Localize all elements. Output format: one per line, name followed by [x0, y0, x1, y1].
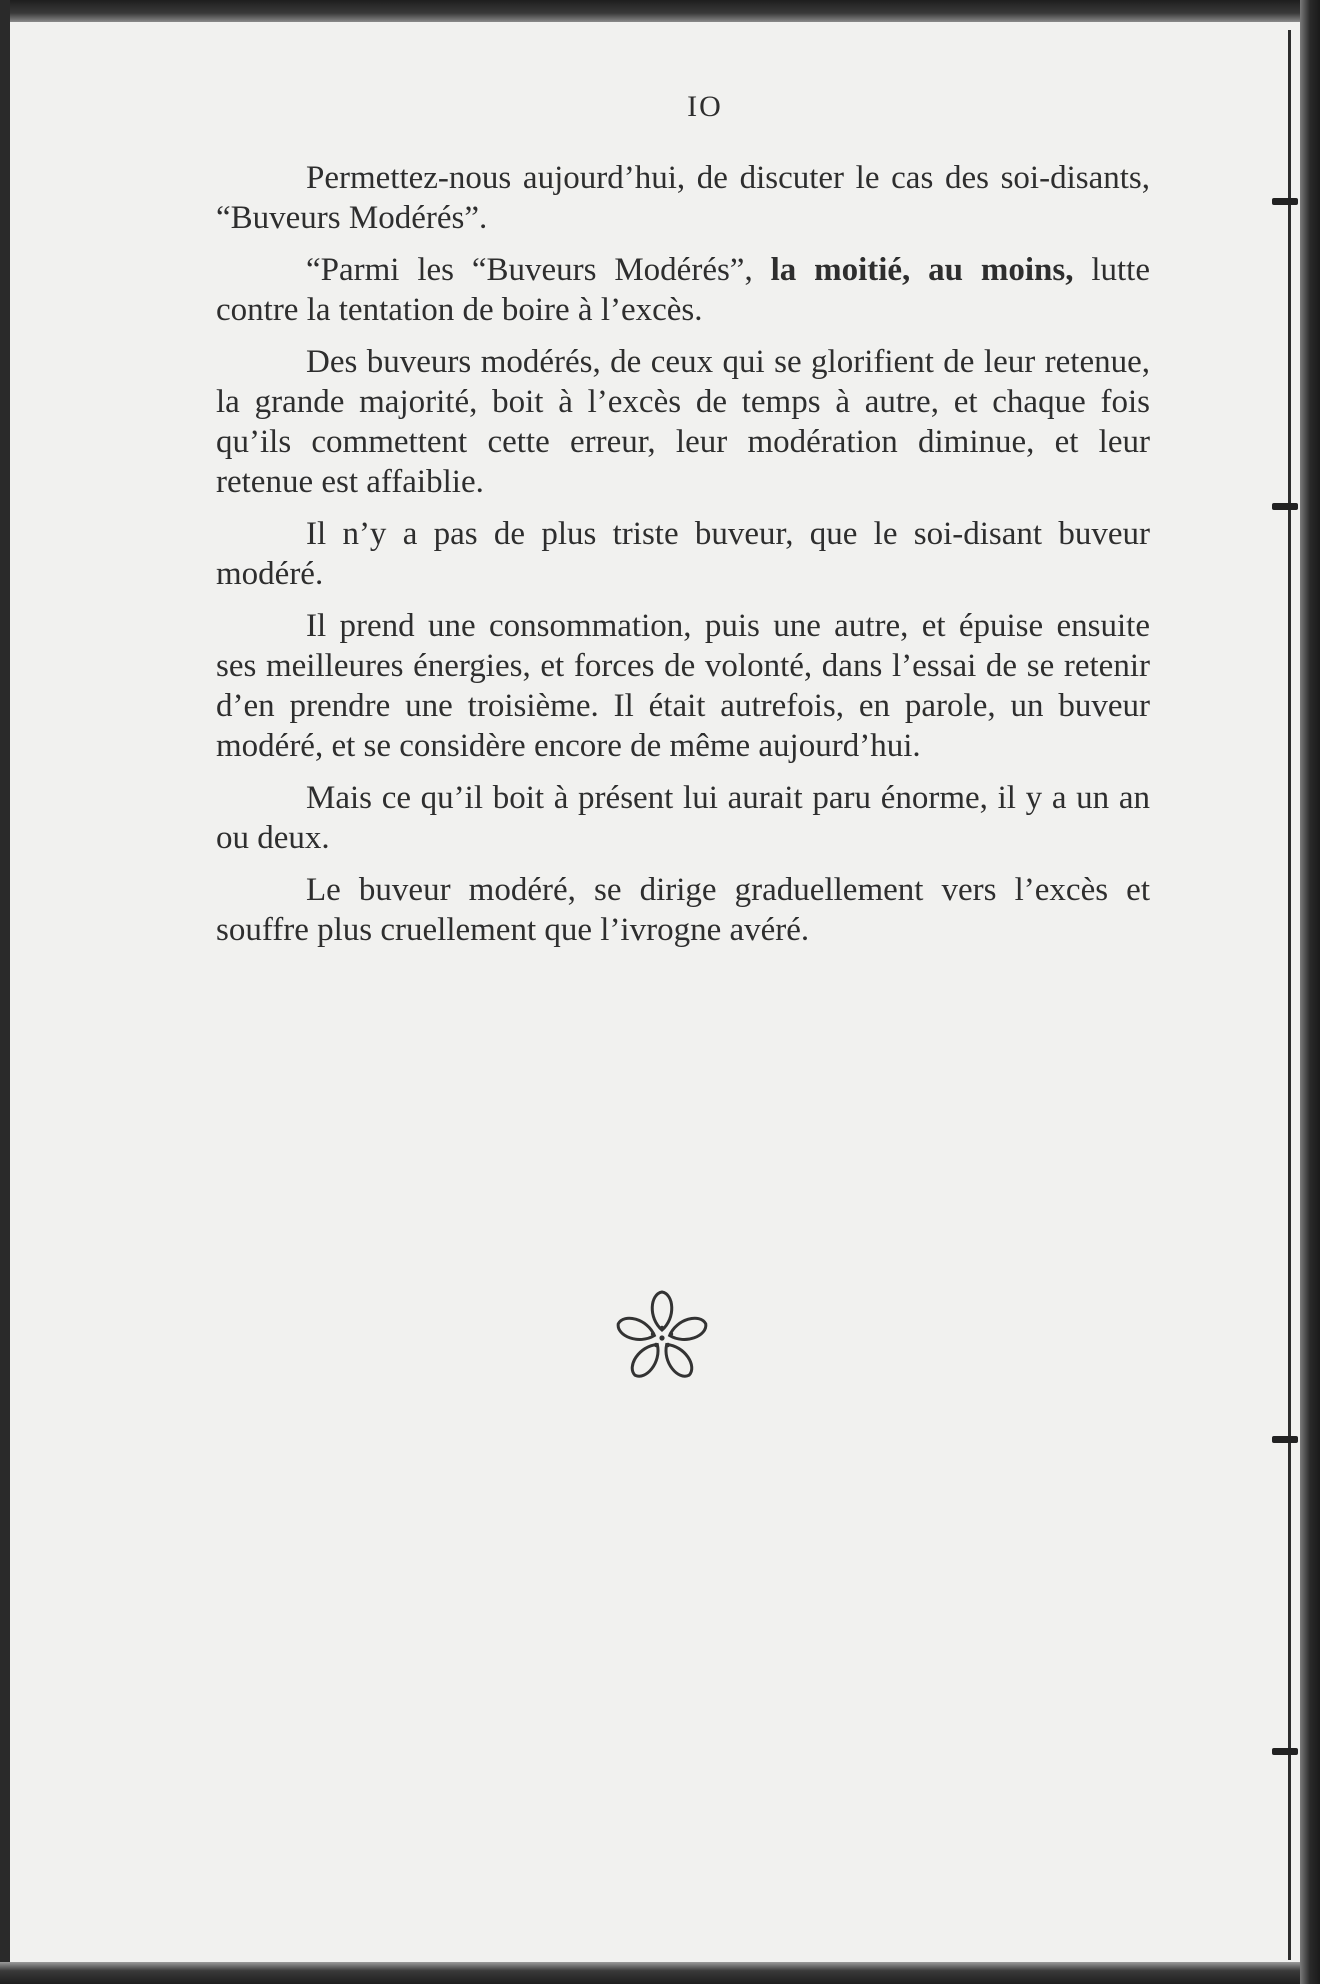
binding-stitch — [1272, 198, 1298, 205]
binding-stitch — [1272, 503, 1298, 510]
flower-ornament-icon — [612, 1288, 712, 1388]
scan-edge-top — [0, 0, 1320, 22]
binding-stitch — [1272, 1436, 1298, 1443]
page-number: IO — [687, 90, 723, 123]
binding-stitch — [1272, 1748, 1298, 1755]
paragraph: Il n’y a pas de plus triste buveur, que le soi-disant buveur modéré. — [216, 516, 1150, 592]
paragraph: Permettez-nous aujourd’hui, de discuter le cas des soi-disants, “Buveurs Modérés”. — [216, 160, 1150, 236]
scan-edge-right — [1300, 0, 1320, 1984]
paragraph: Des buveurs modérés, de ceux qui se glorifient de leur retenue, la grande majorité, boit à l’excès de temps à autre, et chaque fois qu’ils commettent cette erreur, leur modération diminue, et leur retenue est affaiblie. — [216, 344, 1150, 500]
paragraph-bold-text: la moitié, au moins, — [770, 252, 1074, 288]
paragraph-text: “Parmi les “Buveurs Modérés”, — [306, 252, 771, 288]
page-text-block — [200, 90, 1150, 962]
scan-edge-bottom — [0, 1962, 1320, 1984]
scan-edge-left — [0, 0, 10, 1984]
paragraph: Le buveur modéré, se dirige graduellement vers l’excès et souffre plus cruellement que l’ivrogne avéré. — [216, 872, 1150, 948]
binding-gutter — [1288, 30, 1291, 1960]
paragraph — [216, 250, 1150, 330]
paragraph: Il prend une consommation, puis une autre, et épuise ensuite ses meilleures énergies, et forces de volonté, dans l’essai de se retenir d’en prendre une troisième. Il était autrefois, en parole, un buveur modéré, et se considère encore de même aujourd’hui. — [216, 608, 1150, 764]
paragraph-text: lutte contre la tentation de boire à l’excès. — [216, 252, 1150, 328]
paragraph: Mais ce qu’il boit à présent lui aurait paru énorme, il y a un an ou deux. — [216, 780, 1150, 856]
